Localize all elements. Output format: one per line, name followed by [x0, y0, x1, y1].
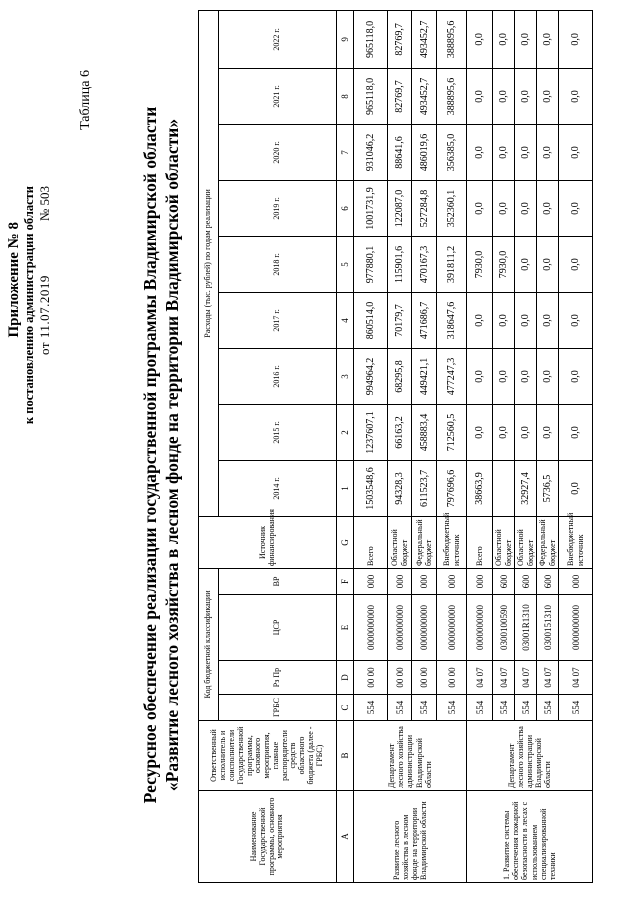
- csr-cell: 0000000000: [559, 595, 593, 661]
- col-header-year: 2014 г.: [219, 460, 337, 516]
- column-index-cell: 6: [337, 180, 354, 236]
- appendix-title: Приложение № 8: [6, 222, 22, 338]
- expense-value-cell: 7930,0: [493, 236, 515, 292]
- executor-cell: Департамент лесного хозяйства администрации Владимирской области: [467, 721, 593, 791]
- csr-cell: 0000000000: [437, 595, 467, 661]
- expense-value-cell: 82769,7: [388, 68, 412, 124]
- rzpr-cell: 04 07: [559, 661, 593, 695]
- column-index-row: [337, 10, 354, 882]
- column-index-cell: E: [337, 595, 354, 661]
- column-index-cell: C: [337, 695, 354, 721]
- expense-value-cell: 38663,9: [467, 460, 493, 516]
- col-header-year: 2015 г.: [219, 404, 337, 460]
- expense-value-cell: 0,0: [537, 10, 559, 68]
- source-cell: Областной бюджет: [493, 516, 515, 568]
- source-cell: Федеральный бюджет: [537, 516, 559, 568]
- expense-value-cell: 493452,7: [412, 10, 437, 68]
- expense-value-cell: 0,0: [493, 124, 515, 180]
- expense-value-cell: 0,0: [467, 124, 493, 180]
- rzpr-cell: 00 00: [437, 661, 467, 695]
- column-index-cell: F: [337, 568, 354, 594]
- expense-value-cell: 0,0: [467, 348, 493, 404]
- table-row: [354, 10, 388, 882]
- grbs-cell: 554: [515, 695, 537, 721]
- column-index-cell: A: [337, 791, 354, 883]
- col-header-year: 2018 г.: [219, 236, 337, 292]
- grbs-cell: 554: [354, 695, 388, 721]
- rzpr-cell: 00 00: [388, 661, 412, 695]
- expense-value-cell: 0,0: [515, 292, 537, 348]
- table-number: Таблица 6: [78, 70, 93, 130]
- expense-value-cell: 0,0: [493, 10, 515, 68]
- table-row: [467, 10, 493, 882]
- col-header-csr: ЦСР: [219, 595, 337, 661]
- col-header-rzpr: Рз Пр: [219, 661, 337, 695]
- col-header-budget-code: Код бюджетной классификации: [199, 568, 219, 720]
- expense-value-cell: 0,0: [559, 124, 593, 180]
- rzpr-cell: 00 00: [354, 661, 388, 695]
- expense-value-cell: 1001731,9: [354, 180, 388, 236]
- expense-value-cell: [493, 460, 515, 516]
- expense-value-cell: 477247,3: [437, 348, 467, 404]
- expense-value-cell: 0,0: [515, 404, 537, 460]
- vr-cell: 000: [354, 568, 388, 594]
- decree-date: от 11.07.2019: [37, 275, 52, 355]
- expense-value-cell: 115901,6: [388, 236, 412, 292]
- rzpr-cell: 04 07: [515, 661, 537, 695]
- expense-value-cell: 994964,2: [354, 348, 388, 404]
- expense-value-cell: 356385,0: [437, 124, 467, 180]
- source-cell: Федеральный бюджет: [412, 516, 437, 568]
- col-header-year: 2017 г.: [219, 292, 337, 348]
- col-header-grbs: ГРБС: [219, 695, 337, 721]
- grbs-cell: 554: [437, 695, 467, 721]
- vr-cell: 000: [437, 568, 467, 594]
- expense-value-cell: 965118,0: [354, 10, 388, 68]
- expense-value-cell: 0,0: [493, 348, 515, 404]
- expense-value-cell: 0,0: [537, 404, 559, 460]
- csr-cell: 0000000000: [354, 595, 388, 661]
- program-name-cell: 1. Развитие системы обеспечения пожарной безопасности в лесах с использованием специализированной техники: [467, 791, 593, 883]
- expense-value-cell: 388895,6: [437, 68, 467, 124]
- column-index-cell: 2: [337, 404, 354, 460]
- expense-value-cell: 0,0: [537, 124, 559, 180]
- grbs-cell: 554: [388, 695, 412, 721]
- column-index-cell: 9: [337, 10, 354, 68]
- program-name-cell: Развитие лесного хозяйства в лесном фонде на территории Владимирской области: [354, 791, 467, 883]
- expense-value-cell: 0,0: [559, 348, 593, 404]
- expense-value-cell: 0,0: [493, 68, 515, 124]
- csr-cell: 0000000000: [388, 595, 412, 661]
- col-header-source: Источник финансирования: [199, 516, 337, 568]
- expense-value-cell: 797696,6: [437, 460, 467, 516]
- column-index-cell: 8: [337, 68, 354, 124]
- decree-number: № 503: [37, 186, 52, 222]
- expense-value-cell: 471686,7: [412, 292, 437, 348]
- expense-value-cell: 931046,2: [354, 124, 388, 180]
- vr-cell: 600: [493, 568, 515, 594]
- expense-value-cell: 88641,6: [388, 124, 412, 180]
- source-cell: Всего: [467, 516, 493, 568]
- col-header-vr: ВР: [219, 568, 337, 594]
- col-header-expenses: Расходы (тыс. рублей) по годам реализации: [199, 10, 219, 516]
- document-title: Ресурсное обеспечение реализации государственной программы Владимирской области: [140, 106, 160, 804]
- expense-value-cell: 0,0: [467, 404, 493, 460]
- expense-value-cell: 94328,3: [388, 460, 412, 516]
- expense-value-cell: 0,0: [559, 404, 593, 460]
- expense-value-cell: 493452,7: [412, 68, 437, 124]
- expense-value-cell: 470167,3: [412, 236, 437, 292]
- column-index-cell: B: [337, 721, 354, 791]
- expense-value-cell: 318647,6: [437, 292, 467, 348]
- grbs-cell: 554: [493, 695, 515, 721]
- source-cell: Внебюджетный источник: [559, 516, 593, 568]
- expense-value-cell: 0,0: [515, 124, 537, 180]
- col-header-year: 2019 г.: [219, 180, 337, 236]
- csr-cell: 0000000000: [412, 595, 437, 661]
- decree-date-line: [38, 186, 53, 486]
- column-index-cell: 7: [337, 124, 354, 180]
- expense-value-cell: 0,0: [537, 180, 559, 236]
- grbs-cell: 554: [412, 695, 437, 721]
- grbs-cell: 554: [467, 695, 493, 721]
- expense-value-cell: 0,0: [537, 292, 559, 348]
- column-index-cell: D: [337, 661, 354, 695]
- expense-value-cell: 458883,4: [412, 404, 437, 460]
- rzpr-cell: 00 00: [412, 661, 437, 695]
- csr-cell: 0300151310: [537, 595, 559, 661]
- source-cell: Внебюджетный источник: [437, 516, 467, 568]
- expense-value-cell: 0,0: [515, 180, 537, 236]
- expense-value-cell: 0,0: [515, 10, 537, 68]
- expense-value-cell: 0,0: [537, 236, 559, 292]
- col-header-year: 2021 г.: [219, 68, 337, 124]
- expense-value-cell: 1237607,1: [354, 404, 388, 460]
- vr-cell: 000: [388, 568, 412, 594]
- expense-value-cell: 0,0: [559, 460, 593, 516]
- column-index-cell: 3: [337, 348, 354, 404]
- executor-cell: Департамент лесного хозяйства администрации Владимирской области: [354, 721, 467, 791]
- vr-cell: 000: [559, 568, 593, 594]
- expense-value-cell: 0,0: [493, 180, 515, 236]
- expense-value-cell: 0,0: [467, 180, 493, 236]
- col-header-year: 2022 г.: [219, 10, 337, 68]
- source-cell: Областной бюджет: [515, 516, 537, 568]
- vr-cell: 600: [515, 568, 537, 594]
- rzpr-cell: 04 07: [467, 661, 493, 695]
- expense-value-cell: 388895,6: [437, 10, 467, 68]
- expense-value-cell: 1503548,6: [354, 460, 388, 516]
- expense-value-cell: 0,0: [559, 68, 593, 124]
- resource-table: [198, 10, 593, 883]
- csr-cell: 0300100590: [493, 595, 515, 661]
- csr-cell: 0000000000: [467, 595, 493, 661]
- expense-value-cell: 391811,2: [437, 236, 467, 292]
- expense-value-cell: 0,0: [493, 292, 515, 348]
- csr-cell: 03001R1310: [515, 595, 537, 661]
- source-cell: Областной бюджет: [388, 516, 412, 568]
- expense-value-cell: 0,0: [515, 236, 537, 292]
- expense-value-cell: 0,0: [559, 180, 593, 236]
- expense-value-cell: 0,0: [559, 236, 593, 292]
- column-index-cell: 1: [337, 460, 354, 516]
- expense-value-cell: 82769,7: [388, 10, 412, 68]
- expense-value-cell: 122087,0: [388, 180, 412, 236]
- expense-value-cell: 0,0: [537, 68, 559, 124]
- col-header-executor: Ответственный исполнитель и соисполнители Государственной программы, основного мероприятия, главные распорядители средств областного бюджета (далее - ГРБС): [199, 721, 337, 791]
- expense-value-cell: 486019,6: [412, 124, 437, 180]
- col-header-year: 2016 г.: [219, 348, 337, 404]
- expense-value-cell: 5736,5: [537, 460, 559, 516]
- expense-value-cell: 977880,1: [354, 236, 388, 292]
- column-index-cell: 5: [337, 236, 354, 292]
- expense-value-cell: 7930,0: [467, 236, 493, 292]
- expense-value-cell: 66163,2: [388, 404, 412, 460]
- vr-cell: 000: [412, 568, 437, 594]
- rzpr-cell: 04 07: [493, 661, 515, 695]
- vr-cell: 000: [467, 568, 493, 594]
- col-header-year: 2020 г.: [219, 124, 337, 180]
- source-cell: Всего: [354, 516, 388, 568]
- expense-value-cell: 860514,0: [354, 292, 388, 348]
- grbs-cell: 554: [537, 695, 559, 721]
- expense-value-cell: 527284,8: [412, 180, 437, 236]
- expense-value-cell: 32927,4: [515, 460, 537, 516]
- expense-value-cell: 965118,0: [354, 68, 388, 124]
- expense-value-cell: 611523,7: [412, 460, 437, 516]
- decree-reference: к постановлению администрации области: [22, 186, 36, 425]
- expense-value-cell: 352360,1: [437, 180, 467, 236]
- expense-value-cell: 68295,8: [388, 348, 412, 404]
- column-index-cell: 4: [337, 292, 354, 348]
- rzpr-cell: 04 07: [537, 661, 559, 695]
- expense-value-cell: 0,0: [493, 404, 515, 460]
- expense-value-cell: 0,0: [559, 292, 593, 348]
- expense-value-cell: 712560,5: [437, 404, 467, 460]
- expense-value-cell: 0,0: [467, 10, 493, 68]
- vr-cell: 600: [537, 568, 559, 594]
- expense-value-cell: 0,0: [559, 10, 593, 68]
- expense-value-cell: 0,0: [537, 348, 559, 404]
- expense-value-cell: 0,0: [467, 68, 493, 124]
- program-title: «Развитие лесного хозяйства в лесном фонде на территории Владимирской области»: [162, 118, 182, 792]
- column-index-cell: G: [337, 516, 354, 568]
- expense-value-cell: 449421,1: [412, 348, 437, 404]
- grbs-cell: 554: [559, 695, 593, 721]
- expense-value-cell: 0,0: [515, 348, 537, 404]
- col-header-name: Наименование Государственной программы, основного мероприятия: [199, 791, 337, 883]
- expense-value-cell: 0,0: [515, 68, 537, 124]
- expense-value-cell: 0,0: [467, 292, 493, 348]
- expense-value-cell: 70179,7: [388, 292, 412, 348]
